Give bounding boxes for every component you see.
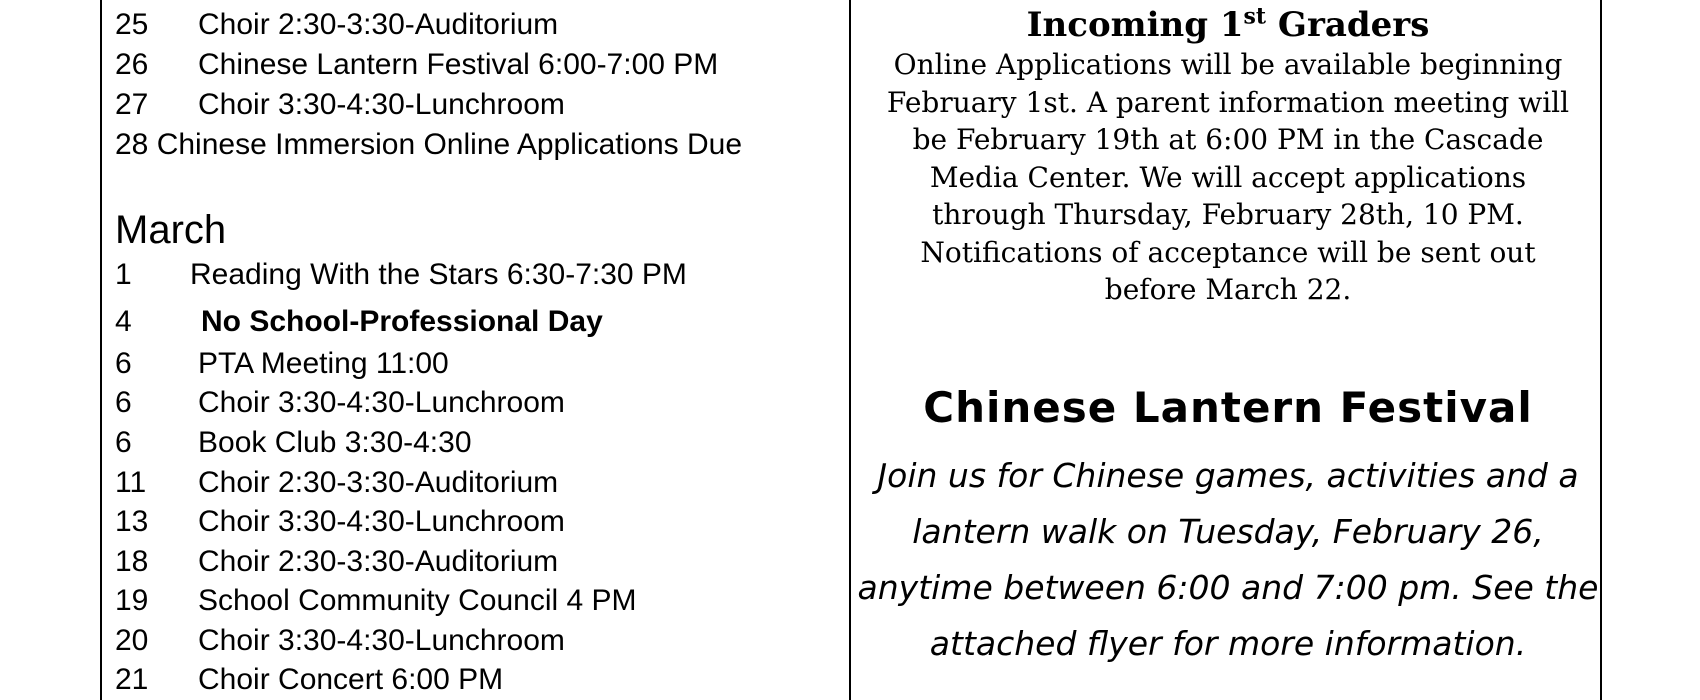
right-border — [1600, 0, 1602, 700]
calendar-row — [115, 257, 687, 293]
calendar-row — [115, 7, 558, 43]
calendar-row-deadline: 28 Chinese Immersion Online Applications Due — [115, 128, 742, 161]
event-day: 4 — [115, 305, 132, 338]
graders-heading-suffix: st — [1243, 3, 1267, 30]
event-day: 20 — [115, 624, 149, 657]
paragraph-line: before March 22. — [1104, 273, 1352, 306]
left-border — [100, 0, 102, 700]
paragraph-line: lantern walk on Tuesday, February 26, — [912, 512, 1544, 551]
festival-paragraph — [856, 448, 1600, 672]
event-day: 27 — [115, 88, 149, 121]
festival-heading: Chinese Lantern Festival — [923, 383, 1533, 432]
graders-heading-start: Incoming 1 — [1026, 5, 1244, 45]
event-day: 13 — [115, 505, 149, 538]
calendar-row — [115, 47, 718, 83]
paragraph-line: be February 19th at 6:00 PM in the Cascade — [912, 123, 1544, 156]
paragraph-line: Notifications of acceptance will be sent out — [920, 235, 1536, 269]
event-day: 26 — [115, 48, 149, 81]
graders-heading — [856, 2, 1600, 48]
event-text: Choir 3:30-4:30-Lunchroom — [198, 624, 565, 657]
calendar-row — [115, 385, 565, 421]
paragraph-line: through Thursday, February 28th, 10 PM. — [932, 198, 1524, 231]
graders-heading-end: Graders — [1266, 5, 1430, 45]
event-text: School Community Council 4 PM — [198, 584, 637, 617]
event-text: PTA Meeting 11:00 — [198, 347, 449, 380]
event-text: Choir Concert 6:00 PM — [198, 663, 504, 696]
graders-paragraph — [856, 46, 1600, 309]
event-text: Reading With the Stars 6:30-7:30 PM — [190, 258, 687, 291]
calendar-row — [115, 425, 472, 461]
event-day: 6 — [115, 386, 132, 419]
month-heading: March — [115, 208, 227, 252]
event-day: 19 — [115, 584, 149, 617]
paragraph-line: Join us for Chinese games, activities and a — [877, 456, 1579, 495]
event-text: No School-Professional Day — [201, 305, 603, 338]
paragraph-line: Media Center. We will accept applications — [929, 160, 1527, 194]
calendar-row — [115, 583, 637, 619]
event-day: 21 — [115, 663, 149, 696]
column-divider — [849, 0, 851, 700]
event-text: Book Club 3:30-4:30 — [198, 426, 472, 459]
calendar-row — [115, 465, 558, 501]
event-text: Choir 3:30-4:30-Lunchroom — [198, 88, 565, 121]
event-text: Choir 2:30-3:30-Auditorium — [198, 8, 559, 41]
calendar-row — [115, 504, 565, 540]
calendar-row — [115, 544, 558, 580]
event-day: 18 — [115, 545, 149, 578]
paragraph-line: attached flyer for more information. — [929, 624, 1527, 663]
event-text: Chinese Lantern Festival 6:00-7:00 PM — [198, 48, 719, 81]
event-text: Choir 3:30-4:30-Lunchroom — [198, 505, 565, 538]
event-day: 1 — [115, 258, 132, 291]
event-text: Choir 2:30-3:30-Auditorium — [198, 545, 559, 578]
event-day: 25 — [115, 8, 149, 41]
event-day: 6 — [115, 426, 132, 459]
calendar-row — [115, 87, 565, 123]
calendar-row — [115, 662, 503, 698]
event-day: 6 — [115, 347, 132, 380]
event-day: 11 — [115, 466, 147, 499]
calendar-row — [115, 623, 565, 659]
calendar-row — [115, 304, 603, 340]
calendar-row — [115, 346, 449, 382]
event-text: Choir 2:30-3:30-Auditorium — [198, 466, 559, 499]
paragraph-line: February 1st. A parent information meeting will — [886, 85, 1570, 119]
event-text: Choir 3:30-4:30-Lunchroom — [198, 386, 565, 419]
paragraph-line: Online Applications will be available beginning — [893, 48, 1563, 81]
paragraph-line: anytime between 6:00 and 7:00 pm. See the — [857, 568, 1599, 607]
